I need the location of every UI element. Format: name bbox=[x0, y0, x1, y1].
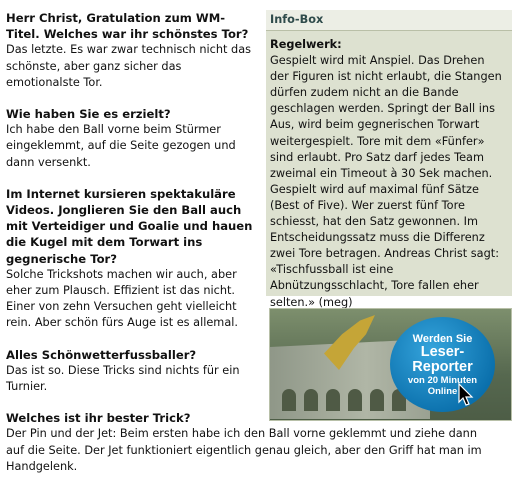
info-box-title: Regelwerk: bbox=[270, 38, 342, 51]
question: Welches ist ihr bester Trick? bbox=[6, 411, 191, 426]
answer-part: auf die Seite. Der Jet funktioniert eigentlich genau gleich, aber den Griff hat man im Handgelenk. bbox=[6, 443, 482, 473]
answer: Ich habe den Ball vorne beim Stürmer eingeklemmt, auf die Seite gezogen und dann versenkt. bbox=[6, 123, 236, 169]
qa-block bbox=[6, 10, 256, 91]
answer-part: Der Pin und der Jet: Beim ersten habe ich den Ball vorne geklemmt und ziehe dann bbox=[6, 427, 477, 441]
banner-line3b: Online bbox=[427, 386, 458, 397]
answer: Das ist so. Diese Tricks sind nichts für ein Turnier. bbox=[6, 363, 240, 394]
qa-block bbox=[6, 347, 256, 396]
answer: Solche Trickshots machen wir auch, aber eher zum Plausch. Effizient ist das nicht. Einer von zehn Versuchen geht vielleicht rein. Aber schön fürs Auge ist es allemal. bbox=[6, 267, 238, 330]
qa-block bbox=[6, 106, 256, 171]
info-box bbox=[266, 10, 512, 309]
info-box-body bbox=[266, 31, 512, 311]
banner-line3a: von 20 Minuten bbox=[407, 375, 478, 386]
info-box-text: Gespielt wird mit Anspiel. Das Drehen der Figuren ist nicht erlaubt, die Stangen dürfen zudem nicht an die Bande geschlagen werden. Springt der Ball ins Aus, wird beim gegnerischen Torwart weitergespielt. Tore mit dem «Fünfer» sind erlaubt. Pro Satz darf jedes Team zweimal ein Timeout à 30 Sek machen. Gespielt wird auf maximal fünf Sätze (Best of Five). Wer zuerst fünf Tore schiesst, hat den Satz gewonnen. Im Entscheidungssatz muss die Differenz zwei Tore betragen. Andreas Christ sagt: «Tischfussball ist eine Abnützungsschlacht, Tore fallen eher selten.» (meg) bbox=[270, 54, 502, 309]
banner-line1: Werden Sie bbox=[412, 333, 473, 345]
info-box-header: Info-Box bbox=[266, 10, 512, 31]
qa-block bbox=[6, 186, 256, 332]
mouse-cursor-icon bbox=[458, 383, 474, 407]
answer: Das letzte. Es war zwar technisch nicht das schönste, aber ganz sicher das emotionalste Tor. bbox=[6, 43, 252, 89]
question: Im Internet kursieren spektakuläre Videos. Jonglieren Sie den Ball auch mit Verteidiger und Goalie und hauen die Kugel mit dem Torwart ins gegnerische Tor? bbox=[6, 186, 253, 266]
question: Herr Christ, Gratulation zum WM-Titel. Welches war ihr schönstes Tor? bbox=[6, 11, 249, 42]
reporter-bubble[interactable] bbox=[390, 317, 495, 412]
leser-reporter-banner[interactable] bbox=[269, 308, 512, 421]
question: Alles Schönwetterfussballer? bbox=[6, 347, 197, 362]
banner-line2a: Leser- bbox=[420, 344, 465, 360]
banner-line2b: Reporter bbox=[412, 359, 473, 375]
question: Wie haben Sie es erzielt? bbox=[6, 107, 171, 122]
